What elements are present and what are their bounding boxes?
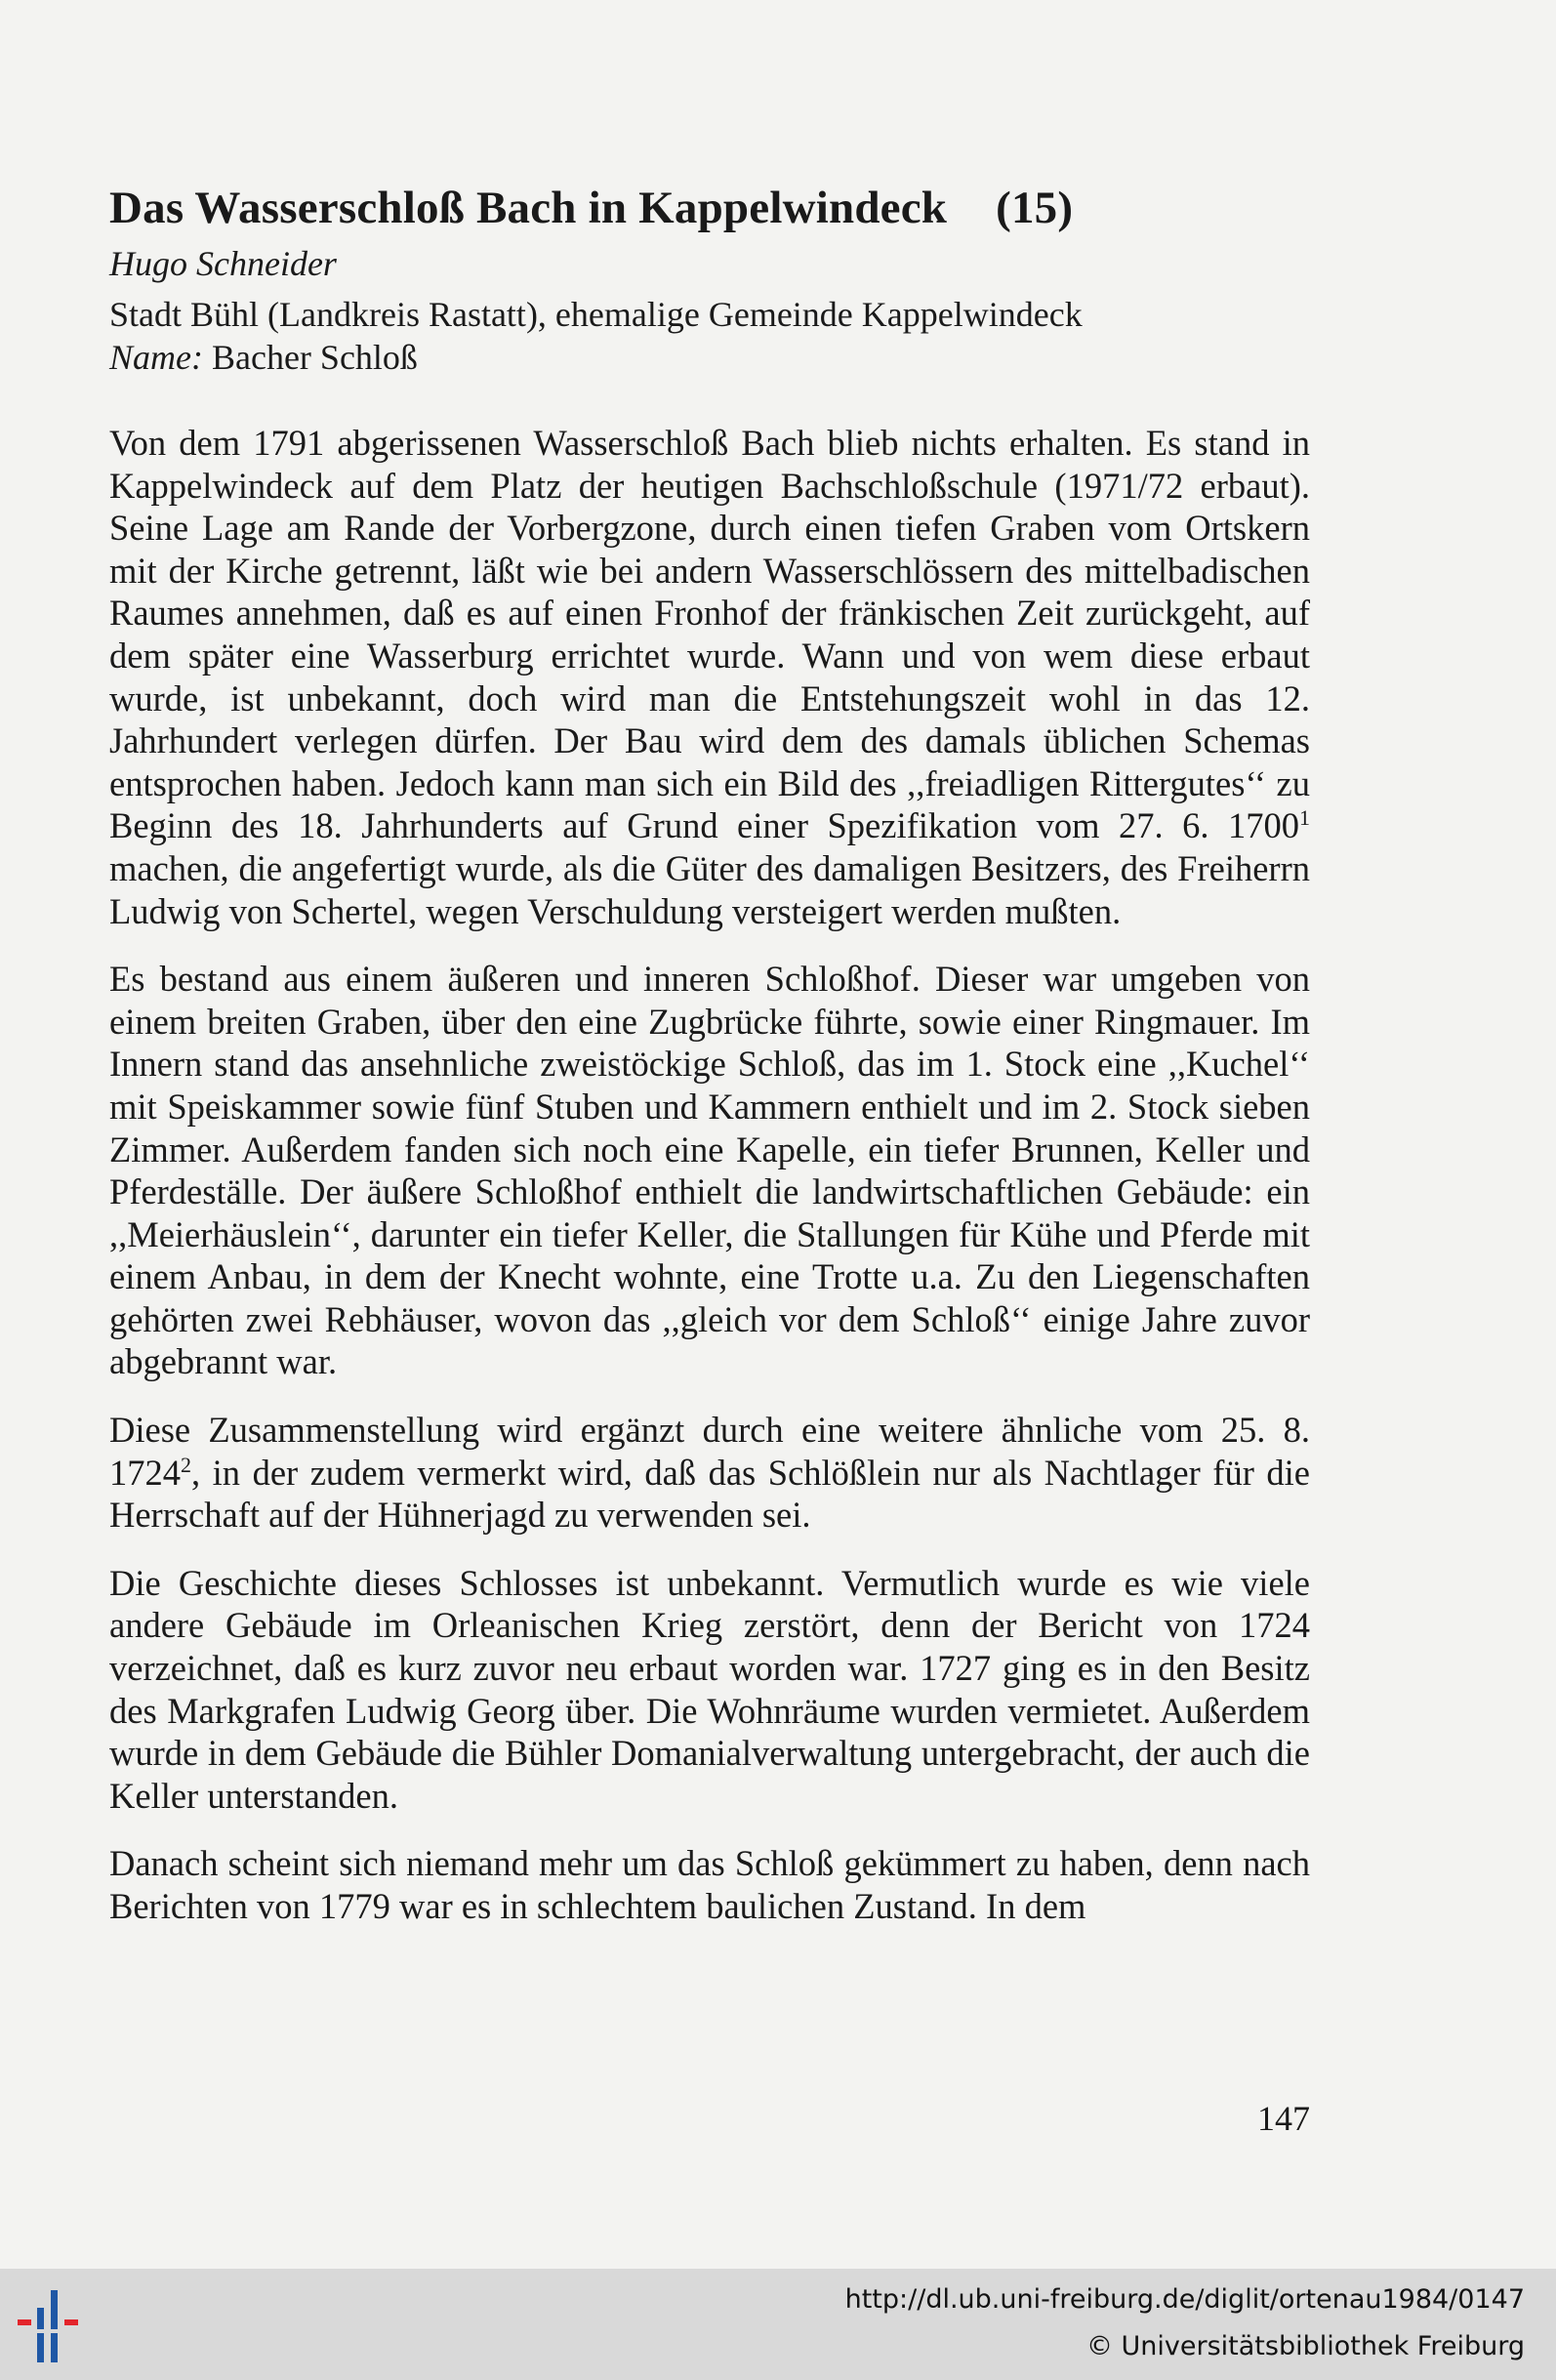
paragraph-2: Es bestand aus einem äußeren und inneren Schloßhof. Dieser war umgeben von einem breiten Graben, über den eine Zugbrücke führte, sowie einer Ringmauer. Im Innern stand das ansehnliche zweistöckige Schloß, das im 1. Stock eine ,,Kuchel‘‘ mit Speiskammer sowie fünf Stuben und Kammern enthielt und im 2. Stock sieben Zimmer. Außerdem fanden sich noch eine Kapelle, ein tiefer Brunnen, Keller und Pferdeställe. Der äußere Schloßhof enthielt die landwirtschaftlichen Gebäude: ein ,,Meierhäuslein‘‘, darunter ein tiefer Keller, die Stallungen für Kühe und Pferde mit einem Anbau, in dem der Knecht wohnte, eine Trotte u.a. Zu den Liegenschaften gehörten zwei Rebhäuser, wovon das ,,gleich vor dem Schloß‘‘ einige Jahre zuvor abgebrannt war. (109, 959, 1310, 1382)
paragraph-3 (109, 1409, 1310, 1537)
footnote-ref-1: 1 (1299, 805, 1310, 831)
paragraph-3-text-a: Diese Zusammenstellung wird ergänzt durch eine weitere ähnliche vom 25. 8. 1724 (109, 1410, 1310, 1493)
source-url-link[interactable]: http://dl.ub.uni-freiburg.de/diglit/ortenau1984/0147 (844, 2284, 1525, 2315)
paragraph-1-text-a: Von dem 1791 abgerissenen Wasserschloß Bach blieb nichts erhalten. Es stand in Kappelwindeck auf dem Platz der heutigen Bachschloßschule (1971/72 erbaut). Seine Lage am Rande der Vorbergzone, durch einen tiefen Graben vom Ortskern mit der Kirche getrennt, läßt wie bei andern Wasserschlössern des mittelbadischen Raumes annehmen, daß es auf einen Fronhof der fränkischen Zeit zurückgeht, auf dem später eine Wasserburg errichtet wurde. Wann und von wem diese erbaut wurde, ist unbekannt, doch wird man die Entstehungszeit wohl in das 12. Jahrhundert verlegen dürfen. Der Bau wird dem des damals üblichen Schemas entsprochen haben. Jedoch kann man sich ein Bild des ,,freiadligen Rittergutes‘‘ zu Beginn des 18. Jahrhunderts auf Grund einer Spezifikation vom 27. 6. 1700 (109, 423, 1310, 846)
page-number: 147 (1257, 2099, 1310, 2138)
paragraph-3-text-b: , in der zudem vermerkt wird, daß das Schlößlein nur als Nachtlager für die Herrschaft auf der Hühnerjagd zu verwenden sei. (109, 1452, 1310, 1536)
article-title-text: Das Wasserschloß Bach in Kappelwindeck (109, 183, 948, 233)
article-number: (15) (996, 183, 1074, 233)
copyright-notice: © Universitätsbibliothek Freiburg (1085, 2331, 1525, 2361)
paragraph-1-text-b: machen, die angefertigt wurde, als die Güter des damaligen Besitzers, des Freiherrn Ludwig von Schertel, wegen Verschuldung versteigert werden mußten. (109, 847, 1310, 931)
article-location: Stadt Bühl (Landkreis Rastatt), ehemalige Gemeinde Kappelwindeck (109, 295, 1083, 334)
paragraph-4: Die Geschichte dieses Schlosses ist unbekannt. Vermutlich wurde es wie viele andere Gebäude im Orleanischen Krieg zerstört, denn der Bericht von 1724 verzeichnet, daß es kurz zuvor neu erbaut worden war. 1727 ging es in den Besitz des Markgrafen Ludwig Georg über. Die Wohnräume wurden vermietet. Außerdem wurde in dem Gebäude die Bühler Domanialverwaltung untergebracht, der auch die Keller unterstanden. (109, 1562, 1310, 1816)
article-author: Hugo Schneider (109, 244, 337, 283)
footer-bar (0, 2269, 1556, 2380)
footnote-ref-2: 2 (181, 1452, 191, 1477)
article-body (109, 176, 1310, 1928)
name-value: Bacher Schloß (211, 338, 418, 377)
article-title (109, 176, 1310, 240)
ub-freiburg-logo-icon (14, 2284, 98, 2368)
name-label: Name: (109, 338, 203, 377)
paragraph-1 (109, 422, 1310, 932)
paragraph-5: Danach scheint sich niemand mehr um das Schloß gekümmert zu haben, denn nach Berichten von 1779 war es in schlechtem baulichen Zustand. In dem (109, 1843, 1310, 1926)
article-name-line (109, 336, 1310, 379)
